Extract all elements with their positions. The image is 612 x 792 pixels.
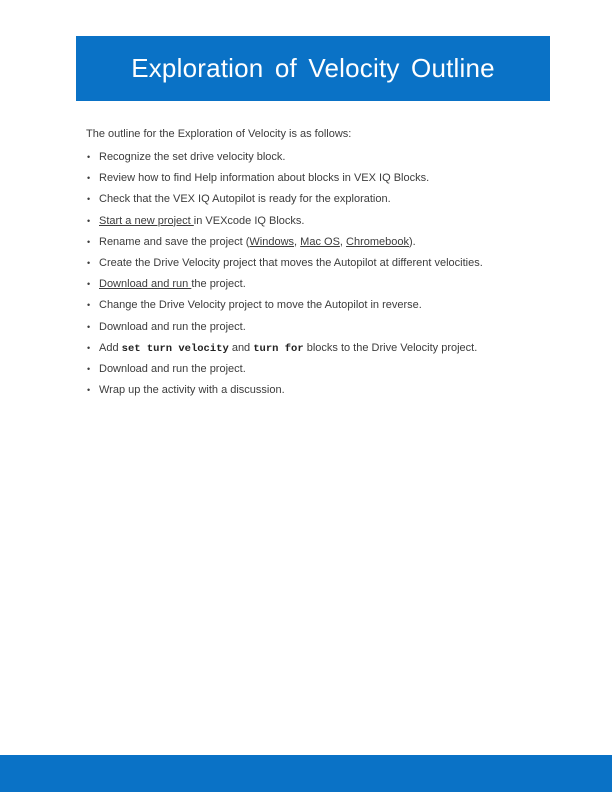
chromebook-link[interactable]: Chromebook: [346, 235, 410, 248]
page-title: Exploration of Velocity Outline: [131, 53, 495, 83]
item-text: the project.: [191, 278, 246, 291]
list-item: [86, 359, 556, 380]
item-text: blocks to the Drive Velocity project.: [303, 341, 478, 354]
bullet-icon: •: [87, 363, 91, 374]
windows-link[interactable]: Windows: [249, 235, 295, 248]
item-text: Change the Drive Velocity project to move the Autopilot in reverse.: [99, 299, 422, 312]
item-text: Download and run the project.: [99, 320, 246, 333]
list-item: [86, 317, 556, 338]
turn-for-code: turn for: [253, 342, 304, 355]
list-item: [86, 211, 556, 232]
bullet-icon: •: [87, 152, 91, 162]
item-text: Review how to find Help information about blocks in VEX IQ Blocks.: [99, 172, 430, 185]
item-text: Add: [99, 341, 122, 354]
item-text: Rename and save the project (: [99, 235, 250, 248]
bullet-icon: •: [87, 279, 91, 290]
item-text: Recognize the set drive velocity block.: [99, 151, 286, 163]
bullet-icon: •: [87, 321, 91, 332]
list-item: [86, 274, 556, 295]
bullet-icon: •: [87, 342, 91, 353]
start-new-project-link[interactable]: Start a new project: [99, 214, 194, 227]
bullet-icon: •: [87, 300, 91, 311]
bullet-icon: •: [87, 257, 91, 268]
item-text: Create the Drive Velocity project that moves the Autopilot at different velocities.: [99, 256, 483, 269]
list-item: [86, 380, 556, 401]
list-item: [86, 189, 556, 210]
set-turn-velocity-code: set turn velocity: [121, 342, 229, 355]
item-text: ).: [409, 235, 416, 248]
list-item: • Rename and save the project (Windows, Mac OS, Chromebook).: [86, 232, 556, 253]
bullet-icon: •: [87, 215, 91, 226]
item-text: and: [228, 341, 254, 354]
item-text: Wrap up the activity with a discussion.: [99, 384, 285, 397]
bullet-icon: •: [87, 385, 91, 396]
item-text: in VEXcode IQ Blocks.: [193, 214, 305, 227]
bullet-icon: •: [87, 194, 91, 205]
bullet-icon: •: [87, 173, 91, 184]
item-text: Check that the VEX IQ Autopilot is ready for the exploration.: [99, 193, 391, 206]
intro-text: The outline for the Exploration of Velocity is as follows:: [86, 128, 352, 140]
bullet-icon: •: [87, 236, 91, 247]
item-text: Download and run the project.: [99, 362, 246, 375]
download-and-run-link[interactable]: Download and run: [99, 278, 192, 291]
mac-os-link[interactable]: Mac OS: [300, 235, 340, 248]
list-item: [86, 338, 556, 359]
list-item: [86, 168, 556, 189]
footer-band: [0, 755, 612, 792]
list-item: [86, 253, 556, 274]
list-item: [86, 147, 556, 168]
title-banner: [76, 36, 550, 101]
list-item: [86, 295, 556, 316]
outline-list: [86, 147, 556, 401]
